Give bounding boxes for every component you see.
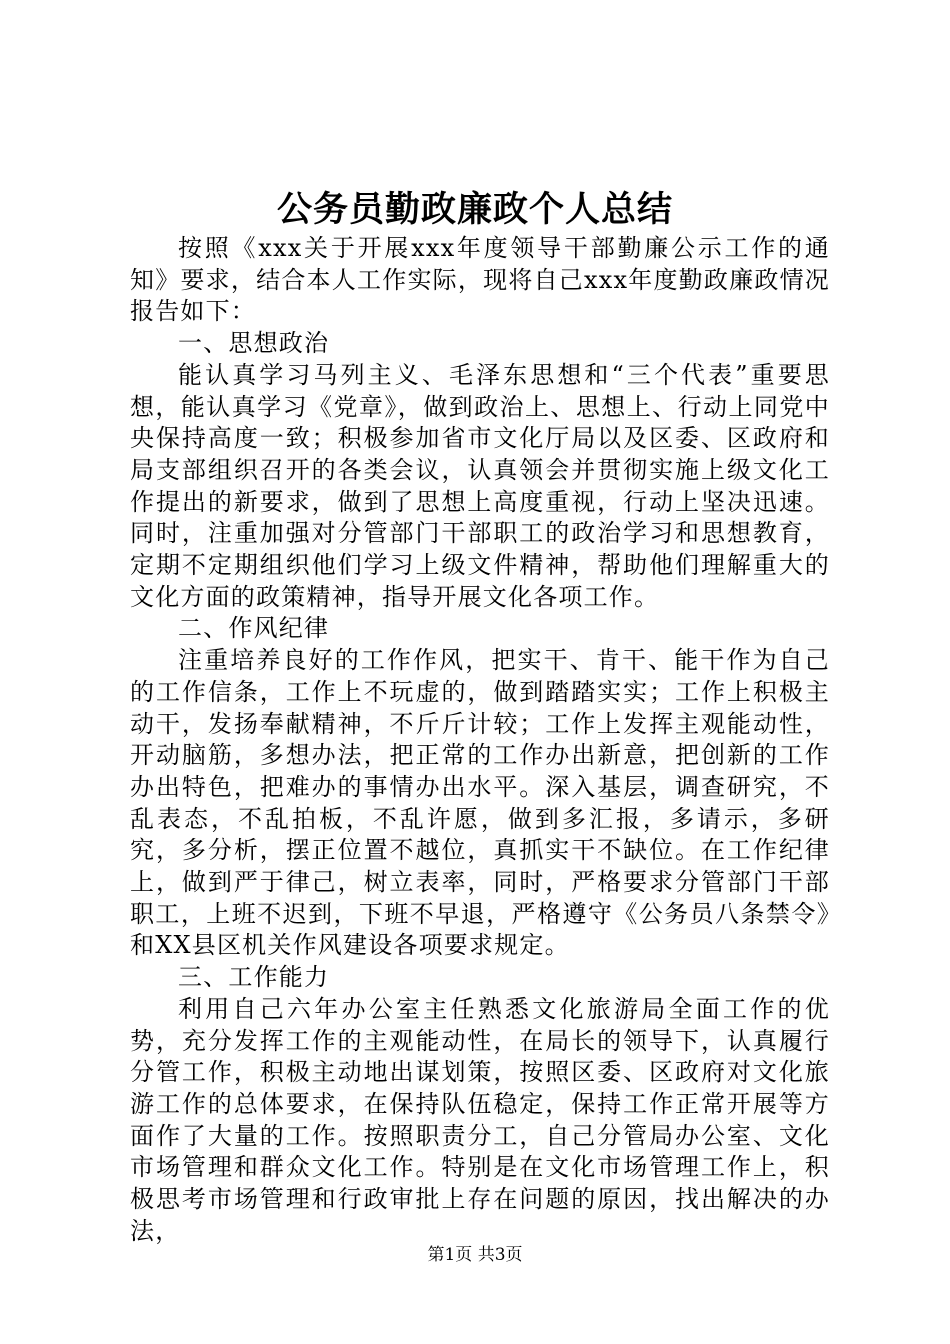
section-heading-2: 二、作风纪律 — [178, 614, 330, 643]
page-number-footer: 第1页 共3页 — [427, 1245, 523, 1265]
section-body-1: 能认真学习马列主义、毛泽东思想和“三个代表”重要思想，能认真学习《党章》，做到政治上、思想上、行动上同党中央保持高度一致；积极参加省市文化厅局以及区委、区政府和局支部组织召开的各类会议，认真领会并贯彻实施上级文化工作提出的新要求，做到了思想上高度重视，行动上坚决迅速。同时，注重加强对分管部门干部职工的政治学习和思想教育，定期不定期组织他们学习上级文件精神，帮助他们理解重大的文化方面的政策精神，指导开展文化各项工作。 — [130, 360, 830, 611]
section-heading-1: 一、思想政治 — [178, 329, 330, 358]
intro-paragraph: 按照《xxx关于开展xxx年度领导干部勤廉公示工作的通知》要求，结合本人工作实际，现将自己xxx年度勤政廉政情况报告如下： — [130, 234, 830, 326]
document-title: 公务员勤政廉政个人总结 — [276, 189, 673, 230]
section-heading-3: 三、工作能力 — [178, 963, 330, 992]
document-body — [130, 233, 830, 1248]
section-body-3: 利用自己六年办公室主任熟悉文化旅游局全面工作的优势，充分发挥工作的主观能动性，在局长的领导下，认真履行分管工作，积极主动地出谋划策，按照区委、区政府对文化旅游工作的总体要求，在保持队伍稳定，保持工作正常开展等方面作了大量的工作。按照职责分工，自己分管局办公室、文化市场管理和群众文化工作。特别是在文化市场管理工作上，积极思考市场管理和行政审批上存在问题的原因，找出解决的办法， — [130, 994, 830, 1245]
section-body-2: 注重培养良好的工作作风，把实干、肯干、能干作为自己的工作信条，工作上不玩虚的，做到踏踏实实；工作上积极主动干，发扬奉献精神，不斤斤计较；工作上发挥主观能动性，开动脑筋，多想办法，把正常的工作办出新意，把创新的工作办出特色，把难办的事情办出水平。深入基层，调查研究，不乱表态，不乱拍板，不乱许愿，做到多汇报，多请示，多研究，多分析，摆正位置不越位，真抓实干不缺位。在工作纪律上，做到严于律己，树立表率，同时，严格要求分管部门干部职工，上班不迟到，下班不早退，严格遵守《公务员八条禁令》和XX县区机关作风建设各项要求规定。 — [130, 646, 830, 960]
